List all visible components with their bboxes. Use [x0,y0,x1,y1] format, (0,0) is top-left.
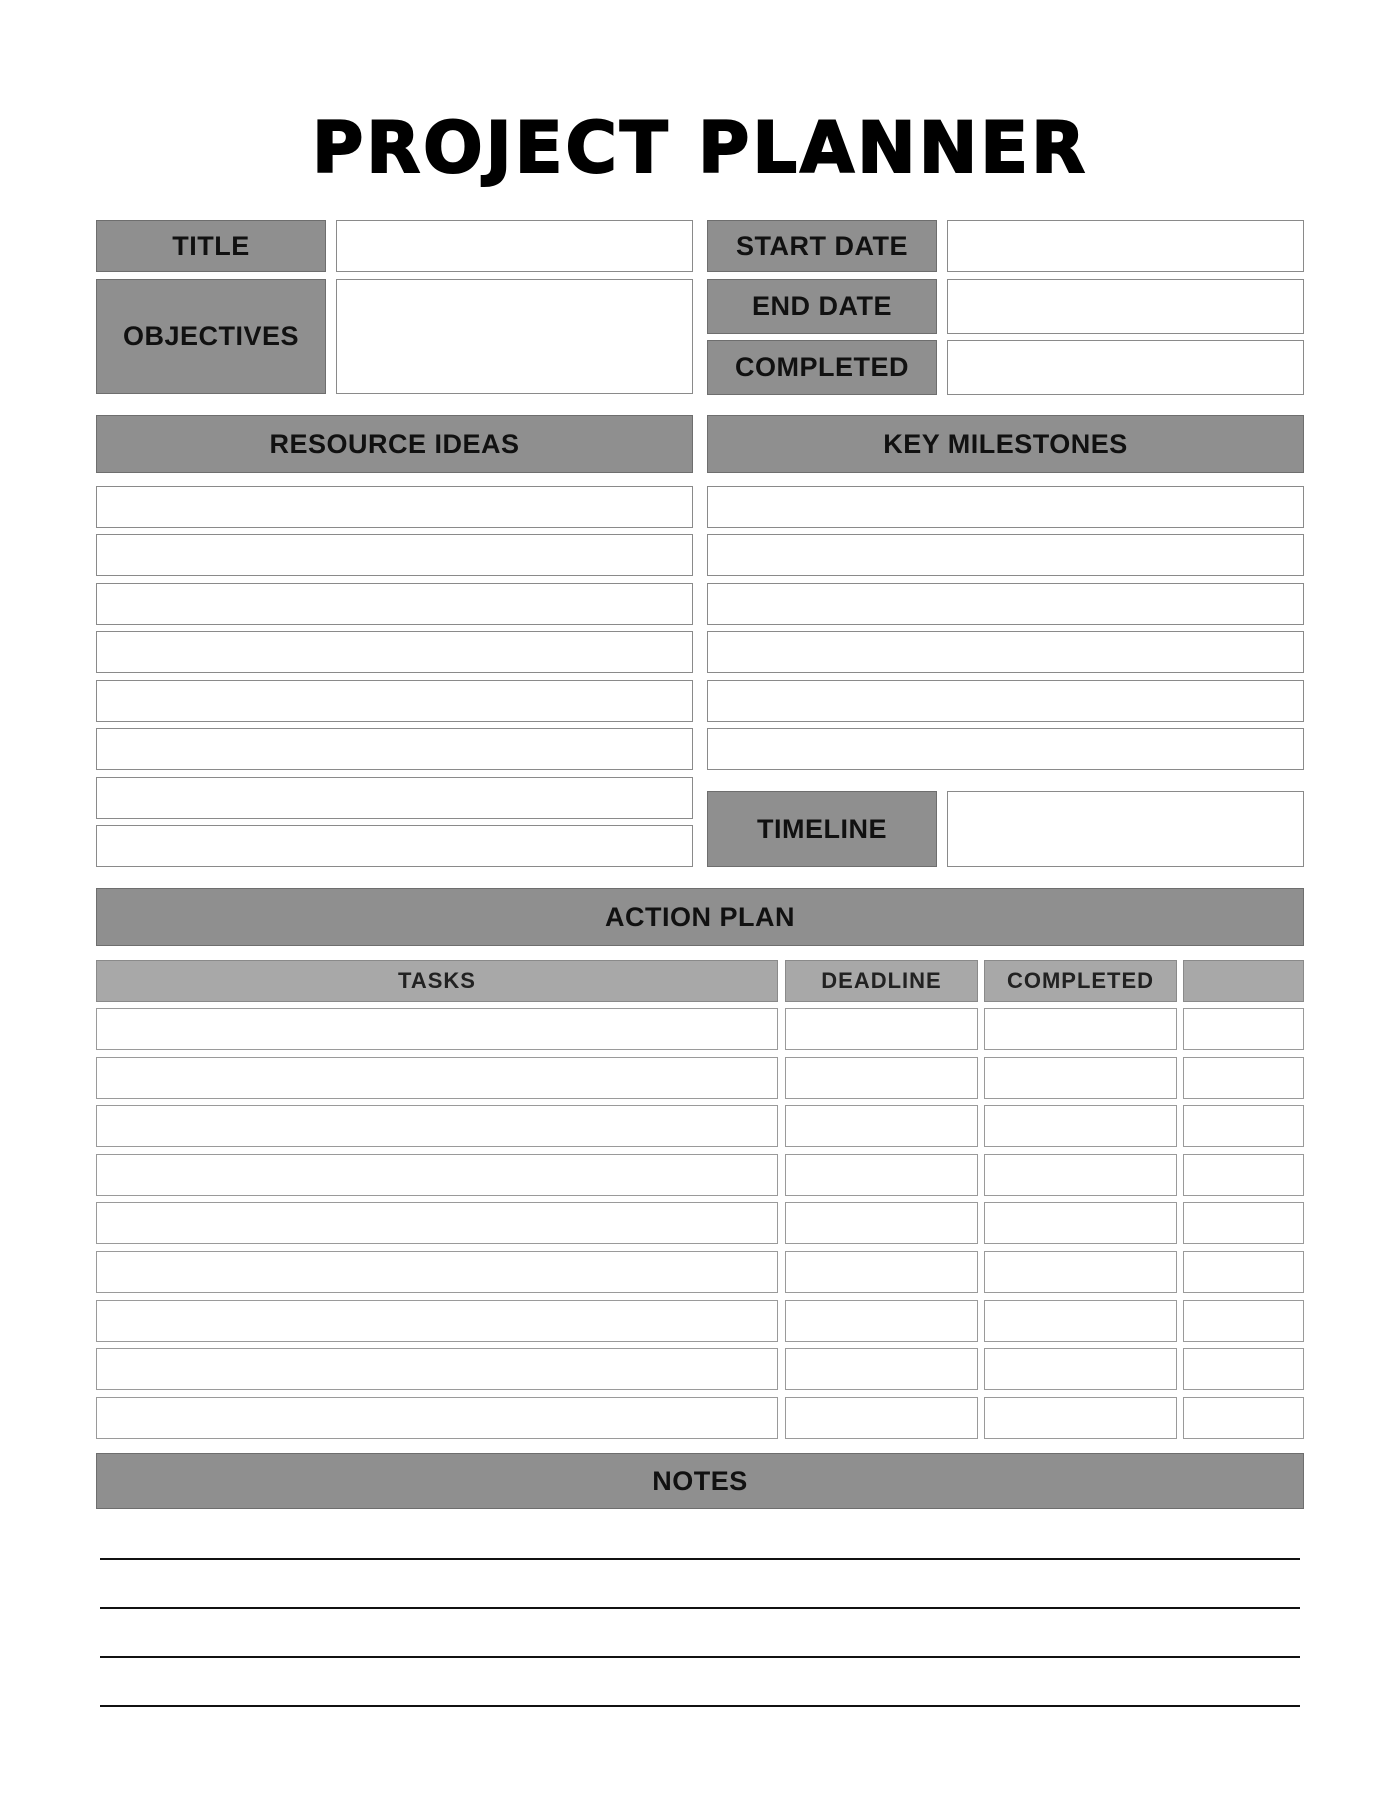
extra-cell[interactable] [1183,1300,1304,1342]
note-line[interactable] [100,1705,1300,1707]
completed-field[interactable] [947,340,1304,395]
milestone-row[interactable] [707,631,1304,673]
resource-idea-row[interactable] [96,631,693,673]
completed-cell[interactable] [984,1154,1177,1196]
extra-cell[interactable] [1183,1057,1304,1099]
column-header-completed: COMPLETED [984,960,1177,1002]
objectives-label: OBJECTIVES [96,279,326,394]
completed-cell[interactable] [984,1105,1177,1147]
milestone-row[interactable] [707,728,1304,770]
column-header-extra [1183,960,1304,1002]
timeline-label: TIMELINE [707,791,937,867]
task-cell[interactable] [96,1057,778,1099]
completed-cell[interactable] [984,1057,1177,1099]
deadline-cell[interactable] [785,1202,978,1244]
title-field[interactable] [336,220,693,272]
task-cell[interactable] [96,1397,778,1439]
extra-cell[interactable] [1183,1348,1304,1390]
start-date-field[interactable] [947,220,1304,272]
completed-cell[interactable] [984,1251,1177,1293]
completed-cell[interactable] [984,1202,1177,1244]
page-title: PROJECT PLANNER [311,107,1089,189]
title-label: TITLE [96,220,326,272]
resource-idea-row[interactable] [96,777,693,819]
extra-cell[interactable] [1183,1202,1304,1244]
resource-idea-row[interactable] [96,825,693,867]
note-line[interactable] [100,1607,1300,1609]
task-cell[interactable] [96,1105,778,1147]
task-cell[interactable] [96,1348,778,1390]
milestone-row[interactable] [707,680,1304,722]
objectives-field[interactable] [336,279,693,394]
completed-cell[interactable] [984,1008,1177,1050]
extra-cell[interactable] [1183,1397,1304,1439]
task-cell[interactable] [96,1251,778,1293]
deadline-cell[interactable] [785,1300,978,1342]
completed-cell[interactable] [984,1300,1177,1342]
deadline-cell[interactable] [785,1348,978,1390]
resource-idea-row[interactable] [96,486,693,528]
action-plan-header: ACTION PLAN [96,888,1304,946]
start-date-label: START DATE [707,220,937,272]
task-cell[interactable] [96,1202,778,1244]
extra-cell[interactable] [1183,1008,1304,1050]
completed-label: COMPLETED [707,340,937,395]
timeline-field[interactable] [947,791,1304,867]
resource-idea-row[interactable] [96,534,693,576]
milestone-row[interactable] [707,486,1304,528]
extra-cell[interactable] [1183,1105,1304,1147]
column-header-tasks: TASKS [96,960,778,1002]
extra-cell[interactable] [1183,1154,1304,1196]
milestone-row[interactable] [707,583,1304,625]
completed-cell[interactable] [984,1348,1177,1390]
deadline-cell[interactable] [785,1154,978,1196]
deadline-cell[interactable] [785,1008,978,1050]
task-cell[interactable] [96,1300,778,1342]
note-line[interactable] [100,1656,1300,1658]
resource-idea-row[interactable] [96,728,693,770]
deadline-cell[interactable] [785,1397,978,1439]
resource-ideas-header: RESOURCE IDEAS [96,415,693,473]
resource-idea-row[interactable] [96,680,693,722]
task-cell[interactable] [96,1154,778,1196]
milestone-row[interactable] [707,534,1304,576]
key-milestones-header: KEY MILESTONES [707,415,1304,473]
deadline-cell[interactable] [785,1251,978,1293]
end-date-field[interactable] [947,279,1304,334]
completed-cell[interactable] [984,1397,1177,1439]
notes-header: NOTES [96,1453,1304,1509]
task-cell[interactable] [96,1008,778,1050]
resource-idea-row[interactable] [96,583,693,625]
deadline-cell[interactable] [785,1057,978,1099]
end-date-label: END DATE [707,279,937,334]
column-header-deadline: DEADLINE [785,960,978,1002]
note-line[interactable] [100,1558,1300,1560]
deadline-cell[interactable] [785,1105,978,1147]
extra-cell[interactable] [1183,1251,1304,1293]
